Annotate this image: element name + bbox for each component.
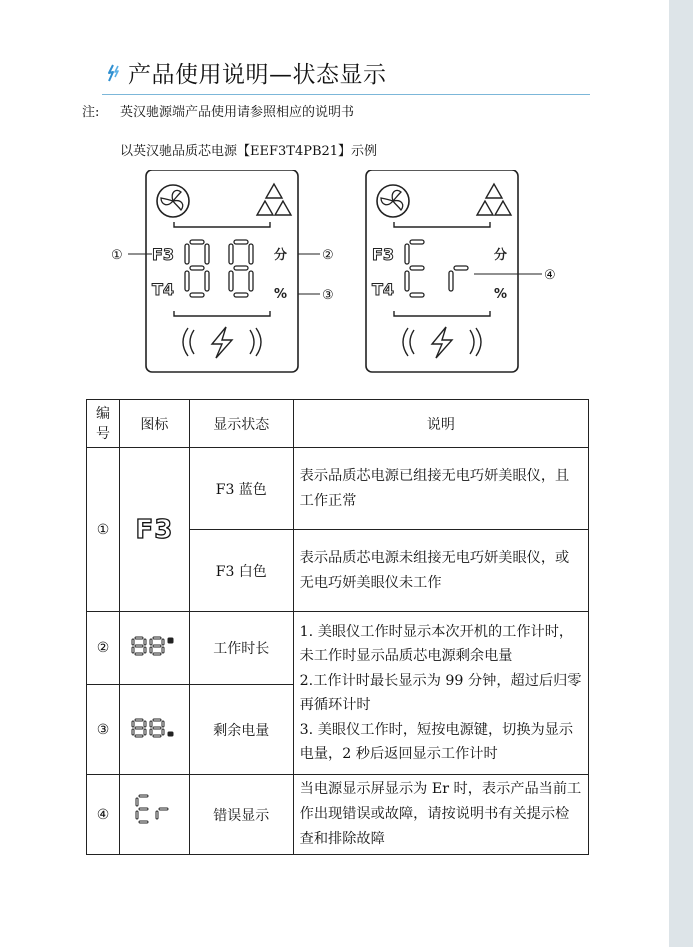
title-divider [102,94,590,95]
right-sidebar-strip [669,0,693,947]
header-state: 显示状态 [189,400,293,448]
state-cell: F3 白色 [189,530,293,612]
minute-unit: 分 [274,248,288,263]
t4-indicator: T4 [372,280,395,299]
row-number: ② [87,612,120,685]
battery-digits-icon [131,717,177,739]
error-icon-cell [119,775,189,855]
table-row [87,448,589,530]
callout-2: ② [322,248,334,263]
f3-icon-cell [119,448,189,612]
note-label: 注: [82,105,100,120]
table-row [87,612,589,685]
timer-icon-cell [119,612,189,685]
row-number: ③ [87,685,120,775]
page-header [102,56,387,89]
desc-cell: 表示品质芯电源已组接无电巧妍美眼仪，且工作正常 [293,448,588,530]
desc-cell: 表示品质芯电源未组接无电巧妍美眼仪，或无电巧妍美眼仪未工作 [293,530,588,612]
minute-unit: 分 [494,248,508,263]
percent-unit: % [274,287,288,302]
state-cell: 工作时长 [189,612,293,685]
header-desc: 说明 [293,400,588,448]
header-number: 编号 [87,400,120,448]
page-title: 产品使用说明—状态显示 [128,62,387,88]
note-line [82,101,354,120]
display-panel-full [108,170,348,376]
state-cell: F3 蓝色 [189,448,293,530]
callout-4: ④ [544,268,556,283]
desc-item: 2.工作计时最长显示为 99 分钟，超过后归零再循环计时 [299,672,582,713]
timer-digits-icon [131,635,177,657]
table-row [87,775,589,855]
desc-cell: 当电源显示屏显示为 Er 时，表示产品当前工作出现错误或故障，请按说明书有关提示检查和排除故障 [293,775,588,855]
row-number: ④ [87,775,120,855]
state-cell: 错误显示 [189,775,293,855]
f3-indicator: F3 [152,245,175,264]
row-number: ① [87,448,120,612]
status-table [86,399,589,855]
display-panel-error [364,170,564,376]
header-icon: 图标 [119,400,189,448]
callout-3: ③ [322,288,334,303]
f3-indicator: F3 [372,245,395,264]
battery-icon-cell [119,685,189,775]
example-caption: 以英汉驰品质芯电源【EEF3T4PB21】示例 [120,144,378,159]
callout-1: ① [111,248,123,263]
note-text: 英汉驰源端产品使用请参照相应的说明书 [120,105,355,120]
state-cell: 剩余电量 [189,685,293,775]
desc-item: 1. 美眼仪工作时显示本次开机的工作计时，未工作时显示品质芯电源剩余电量 [299,623,574,664]
t4-indicator: T4 [152,280,175,299]
f3-display-icon: F3 [135,514,174,545]
table-header-row [87,400,589,448]
desc-item: 3. 美眼仪工作时，短按电源键，切换为显示电量，2 秒后返回显示工作计时 [299,721,574,762]
lightning-bolt-icon [102,62,124,84]
percent-unit: % [494,287,508,302]
shared-desc-cell [293,612,588,775]
error-digits-icon [131,791,177,835]
